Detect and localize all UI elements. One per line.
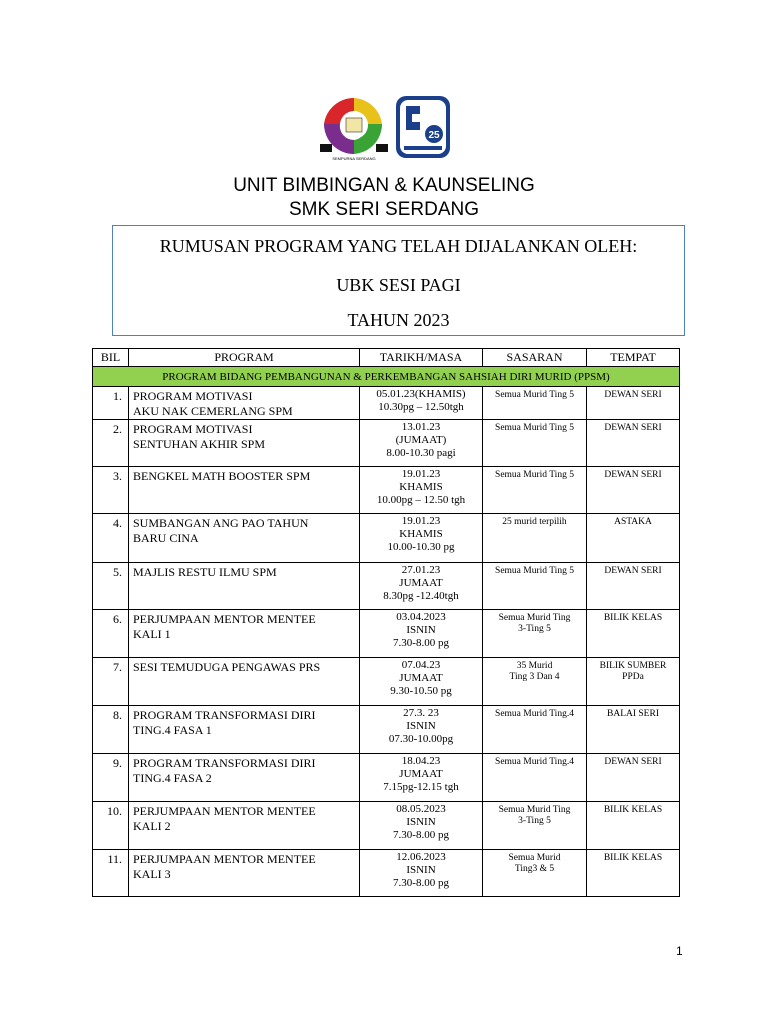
- cell-bil: 3.: [93, 467, 129, 514]
- cell-program: [129, 563, 360, 610]
- cell-tempat: [587, 850, 680, 897]
- cell-tarikh-line: (JUMAAT): [395, 434, 447, 446]
- cell-tarikh-line: 7.30-8.00 pg: [393, 829, 449, 841]
- cell-bil: 5.: [93, 563, 129, 610]
- cell-tarikh-line: ISNIN: [406, 864, 436, 876]
- cell-program: [129, 387, 360, 420]
- cell-tarikh: [360, 754, 483, 802]
- cell-program-line: PROGRAM MOTIVASI: [133, 422, 253, 436]
- cell-sasaran-line: 35 Murid: [516, 661, 553, 671]
- cell-tarikh-line: 7.15pg-12.15 tgh: [383, 781, 459, 793]
- cell-tempat: [587, 706, 680, 754]
- table-row: [93, 563, 680, 610]
- cell-bil: 6.: [93, 610, 129, 658]
- cell-tarikh: [360, 467, 483, 514]
- cell-sasaran-line: Semua Murid Ting: [498, 805, 571, 815]
- cell-tarikh-line: 19.01.23: [401, 468, 441, 480]
- cell-sasaran-line: Semua Murid Ting 5: [495, 470, 574, 480]
- section-band-row: [93, 367, 680, 387]
- cell-sasaran-line: Ting 3 Dan 4: [509, 672, 560, 682]
- table-row: [93, 802, 680, 850]
- anniversary-badge-icon: [396, 96, 450, 158]
- cell-sasaran-line: Semua Murid: [508, 853, 561, 863]
- cell-tarikh-line: 27.3. 23: [403, 707, 439, 719]
- cell-bil: 11.: [93, 850, 129, 897]
- crest-ring-icon: [320, 98, 388, 161]
- cell-tempat: [587, 514, 680, 563]
- cell-tarikh-line: 03.04.2023: [396, 611, 446, 623]
- cell-tempat-line: DEWAN SERI: [604, 566, 662, 576]
- cell-sasaran-line: Semua Murid Ting 5: [495, 423, 574, 433]
- cell-sasaran-line: Semua Murid Ting 5: [495, 390, 574, 400]
- cell-tempat-line: DEWAN SERI: [604, 390, 662, 400]
- header-tempat: TEMPAT: [587, 349, 680, 367]
- cell-tempat-line: DEWAN SERI: [604, 470, 662, 480]
- cell-tempat: [587, 420, 680, 467]
- header-tarikh: TARIKH/MASA: [360, 349, 483, 367]
- cell-tarikh-line: KHAMIS: [399, 481, 443, 493]
- cell-program: [129, 610, 360, 658]
- cell-sasaran-line: 25 murid terpilih: [502, 517, 567, 527]
- section-band: PROGRAM BIDANG PEMBANGUNAN & PERKEMBANGAN SAHSIAH DIRI MURID (PPSM): [93, 367, 680, 387]
- cell-tempat-line: BILIK SUMBER: [599, 661, 667, 671]
- cell-program: [129, 706, 360, 754]
- cell-program-line: MAJLIS RESTU ILMU SPM: [133, 565, 277, 579]
- cell-tempat: [587, 658, 680, 706]
- cell-program-line: KALI 1: [133, 627, 171, 641]
- page-number: 1: [676, 944, 683, 958]
- cell-tarikh-line: 07.04.23: [401, 659, 441, 671]
- school-crest-icon: [316, 94, 456, 162]
- cell-sasaran: [483, 467, 587, 514]
- cell-tarikh: [360, 850, 483, 897]
- cell-program-line: SESI TEMUDUGA PENGAWAS PRS: [133, 660, 321, 674]
- cell-tempat: [587, 563, 680, 610]
- cell-tempat-line: BILIK KELAS: [603, 613, 663, 623]
- cell-program-line: BENGKEL MATH BOOSTER SPM: [133, 469, 311, 483]
- cell-sasaran: [483, 802, 587, 850]
- cell-tarikh-line: 12.06.2023: [396, 851, 446, 863]
- cell-tempat: [587, 467, 680, 514]
- cell-tempat: [587, 802, 680, 850]
- table-row: [93, 706, 680, 754]
- cell-program-line: TING.4 FASA 1: [133, 723, 212, 737]
- cell-sasaran-line: Semua Murid Ting.4: [495, 757, 574, 767]
- cell-program: [129, 420, 360, 467]
- svg-text:SEMPURNA SERDANG: SEMPURNA SERDANG: [332, 156, 376, 161]
- cell-bil: 9.: [93, 754, 129, 802]
- cell-tarikh-line: 13.01.23: [401, 421, 441, 433]
- cell-program-line: AKU NAK CEMERLANG SPM: [133, 404, 293, 418]
- cell-tarikh-line: 10.00-10.30 pg: [387, 541, 455, 553]
- cell-tarikh-line: 08.05.2023: [396, 803, 446, 815]
- cell-sasaran: [483, 754, 587, 802]
- table-row: [93, 850, 680, 897]
- cell-tarikh: [360, 658, 483, 706]
- table-row: [93, 387, 680, 420]
- unit-title: UNIT BIMBINGAN & KAUNSELING: [233, 175, 535, 196]
- table-row: [93, 610, 680, 658]
- cell-tarikh-line: 9.30-10.50 pg: [390, 685, 452, 697]
- cell-tempat-line: BILIK KELAS: [603, 805, 663, 815]
- table-row: [93, 467, 680, 514]
- school-logos: [316, 94, 456, 162]
- table-row: [93, 514, 680, 563]
- cell-tarikh-line: 7.30-8.00 pg: [393, 637, 449, 649]
- cell-bil: 7.: [93, 658, 129, 706]
- cell-bil: 1.: [93, 387, 129, 420]
- summary-title-line3: TAHUN 2023: [347, 310, 450, 330]
- cell-sasaran-line: 3-Ting 5: [518, 624, 551, 634]
- cell-tempat-line: PPDa: [622, 672, 644, 682]
- cell-tempat: [587, 610, 680, 658]
- svg-text:25: 25: [428, 130, 440, 141]
- cell-tarikh-line: 8.30pg -12.40tgh: [383, 590, 459, 602]
- cell-sasaran-line: Ting3 & 5: [514, 864, 555, 874]
- cell-sasaran-line: Semua Murid Ting.4: [495, 709, 574, 719]
- cell-sasaran: [483, 850, 587, 897]
- cell-program-line: KALI 2: [133, 819, 171, 833]
- cell-program-line: BARU CINA: [133, 531, 199, 545]
- cell-program-line: KALI 3: [133, 867, 171, 881]
- header-bil: BIL: [93, 349, 129, 367]
- cell-tarikh-line: 05.01.23(KHAMIS): [376, 388, 466, 400]
- cell-tarikh-line: ISNIN: [406, 720, 436, 732]
- cell-tarikh: [360, 420, 483, 467]
- cell-sasaran-line: Semua Murid Ting: [498, 613, 571, 623]
- cell-tempat-line: BALAI SERI: [607, 709, 659, 719]
- cell-program: [129, 850, 360, 897]
- cell-tarikh-line: 19.01.23: [401, 515, 441, 527]
- cell-sasaran: [483, 706, 587, 754]
- cell-bil: 8.: [93, 706, 129, 754]
- cell-program-line: SENTUHAN AKHIR SPM: [133, 437, 266, 451]
- cell-sasaran: [483, 387, 587, 420]
- cell-tempat: [587, 754, 680, 802]
- cell-tempat-line: BILIK KELAS: [603, 853, 663, 863]
- cell-program-line: PROGRAM MOTIVASI: [133, 389, 253, 403]
- cell-sasaran: [483, 563, 587, 610]
- cell-tarikh-line: 10.00pg – 12.50 tgh: [376, 494, 466, 506]
- header-program: PROGRAM: [129, 349, 360, 367]
- cell-program-line: PROGRAM TRANSFORMASI DIRI: [133, 708, 316, 722]
- cell-sasaran-line: Semua Murid Ting 5: [495, 566, 574, 576]
- cell-tarikh-line: 18.04.23: [401, 755, 441, 767]
- cell-tarikh-line: ISNIN: [406, 624, 436, 636]
- cell-sasaran: [483, 610, 587, 658]
- cell-program-line: PROGRAM TRANSFORMASI DIRI: [133, 756, 316, 770]
- cell-tarikh: [360, 610, 483, 658]
- cell-tarikh-line: KHAMIS: [399, 528, 443, 540]
- cell-tarikh-line: 8.00-10.30 pagi: [386, 447, 456, 459]
- summary-title-box: [112, 225, 685, 336]
- cell-tarikh-line: 07.30-10.00pg: [388, 733, 454, 745]
- cell-tempat: [587, 387, 680, 420]
- cell-sasaran: [483, 420, 587, 467]
- cell-tarikh-line: ISNIN: [406, 816, 436, 828]
- cell-tempat-line: DEWAN SERI: [604, 423, 662, 433]
- cell-bil: 4.: [93, 514, 129, 563]
- cell-program: [129, 658, 360, 706]
- cell-program-line: SUMBANGAN ANG PAO TAHUN: [133, 516, 309, 530]
- table-row: [93, 754, 680, 802]
- summary-title-line2: UBK SESI PAGI: [336, 275, 461, 295]
- table-row: [93, 420, 680, 467]
- cell-tempat-line: DEWAN SERI: [604, 757, 662, 767]
- cell-program: [129, 802, 360, 850]
- cell-tarikh-line: 7.30-8.00 pg: [393, 877, 449, 889]
- cell-program: [129, 467, 360, 514]
- cell-program-line: PERJUMPAAN MENTOR MENTEE: [133, 852, 316, 866]
- cell-program: [129, 754, 360, 802]
- program-table: [92, 348, 680, 897]
- document-header: [0, 174, 768, 222]
- cell-bil: 10.: [93, 802, 129, 850]
- cell-sasaran-line: 3-Ting 5: [518, 816, 551, 826]
- header-sasaran: SASARAN: [483, 349, 587, 367]
- cell-program-line: TING.4 FASA 2: [133, 771, 212, 785]
- cell-tarikh-line: 10.30pg – 12.50tgh: [378, 401, 464, 413]
- cell-sasaran: [483, 658, 587, 706]
- summary-title-line1: RUMUSAN PROGRAM YANG TELAH DIJALANKAN OLEH:: [159, 236, 638, 256]
- cell-tempat-line: ASTAKA: [614, 517, 652, 527]
- cell-program-line: PERJUMPAAN MENTOR MENTEE: [133, 612, 316, 626]
- cell-tarikh-line: JUMAAT: [399, 768, 443, 780]
- cell-tarikh-line: 27.01.23: [401, 564, 441, 576]
- cell-tarikh: [360, 514, 483, 563]
- cell-tarikh: [360, 802, 483, 850]
- cell-tarikh: [360, 563, 483, 610]
- cell-tarikh: [360, 387, 483, 420]
- cell-tarikh-line: JUMAAT: [399, 577, 443, 589]
- cell-program: [129, 514, 360, 563]
- cell-program-line: PERJUMPAAN MENTOR MENTEE: [133, 804, 316, 818]
- table-header-row: [93, 349, 680, 367]
- cell-sasaran: [483, 514, 587, 563]
- cell-bil: 2.: [93, 420, 129, 467]
- cell-tarikh: [360, 706, 483, 754]
- table-row: [93, 658, 680, 706]
- school-name: SMK SERI SERDANG: [288, 199, 480, 220]
- cell-tarikh-line: JUMAAT: [399, 672, 443, 684]
